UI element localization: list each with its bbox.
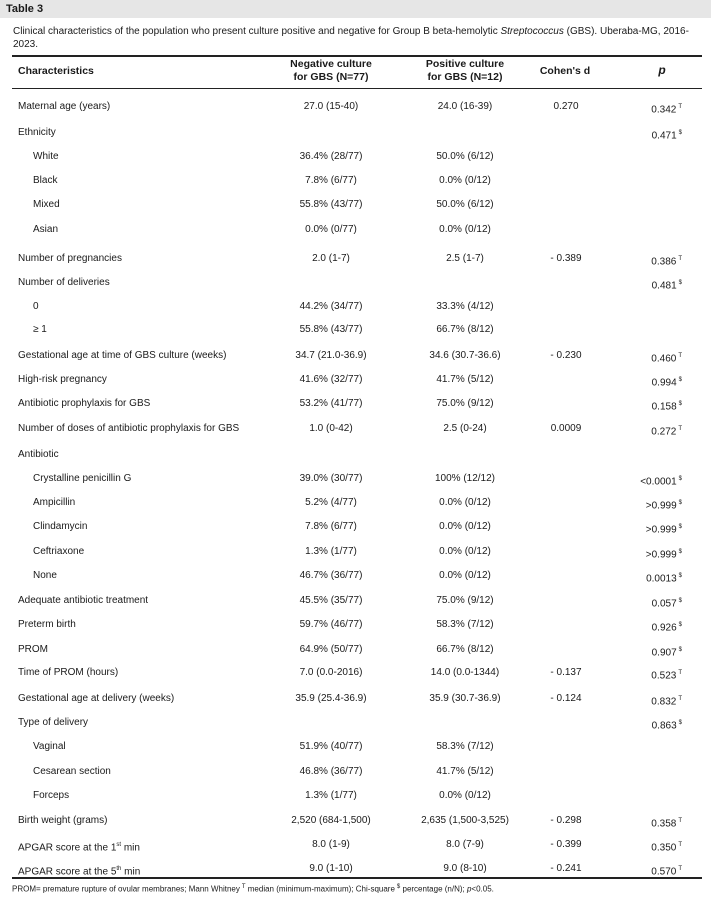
row-label-suffix: min [121, 842, 140, 854]
row-label-text: 0 [33, 301, 39, 312]
table-row [0, 545, 711, 559]
table-footnote [12, 881, 702, 896]
row-label [18, 100, 110, 114]
row-label-text: Antibiotic prophylaxis for GBS [18, 398, 151, 409]
cell-cohens-d: - 0.137 [550, 667, 582, 678]
footnote-mark-s: $ [396, 884, 401, 890]
cell-negative: 45.5% (35/77) [299, 595, 363, 606]
p-value-test-mark: T [678, 866, 682, 872]
row-label [33, 174, 57, 188]
table-row [0, 765, 711, 779]
row-label [33, 300, 39, 314]
cell-negative: 46.7% (36/77) [299, 570, 363, 581]
cell-p-value [622, 545, 682, 562]
cell-p-value [622, 838, 682, 855]
cell-positive: 34.6 (30.7-36.6) [429, 350, 501, 361]
p-value-test-mark: $ [678, 598, 682, 604]
cell-negative: 41.6% (32/77) [299, 374, 363, 385]
header-negative-line2: for GBS (N=77) [293, 71, 369, 83]
table-row [0, 643, 711, 657]
caption-text-end: (GBS). Uberaba-MG, 2016-2023. [13, 26, 689, 50]
p-value-text: 0.460 [651, 353, 677, 365]
cell-cohens-d: 0.0009 [550, 423, 582, 434]
p-value-text: 0.570 [651, 866, 677, 878]
cell-positive: 2.5 (1-7) [446, 253, 484, 264]
row-label [33, 789, 69, 803]
row-label [18, 373, 107, 387]
table-row [0, 862, 711, 876]
table-row [0, 814, 711, 828]
cell-p-value [622, 765, 682, 782]
cell-negative: 7.0 (0.0-2016) [299, 667, 363, 678]
cell-positive: 50.0% (6/12) [436, 151, 494, 162]
row-label-text: Vaginal [33, 741, 66, 752]
table-header-rule [12, 88, 702, 89]
cell-negative: 35.9 (25.4-36.9) [295, 693, 367, 704]
row-label-text: Forceps [33, 790, 70, 801]
row-label [33, 472, 131, 486]
table-row [0, 100, 711, 114]
row-label-text: APGAR score at the 1 [18, 842, 117, 854]
cell-positive: 14.0 (0.0-1344) [430, 667, 500, 678]
cell-negative: 64.9% (50/77) [299, 644, 363, 655]
cell-p-value [622, 789, 682, 806]
header-characteristics: Characteristics [18, 65, 94, 77]
cell-negative: 9.0 (1-10) [309, 863, 353, 874]
cell-p-value [622, 323, 682, 340]
row-label [18, 643, 48, 657]
row-label [18, 716, 88, 730]
row-label [18, 397, 150, 411]
table-row [0, 276, 711, 290]
cell-positive: 2.5 (0-24) [443, 423, 487, 434]
row-label [18, 692, 174, 706]
row-label [33, 150, 59, 164]
footnote-part2: median (minimum-maximum); Chi-square [245, 884, 395, 894]
cell-negative: 53.2% (41/77) [299, 398, 363, 409]
cell-p-value [622, 349, 682, 366]
cell-positive: 75.0% (9/12) [436, 595, 494, 606]
cell-p-value [622, 100, 682, 117]
row-label [33, 323, 47, 337]
row-label [18, 349, 226, 363]
row-label-text: APGAR score at the 5 [18, 866, 117, 878]
row-label-text: Gestational age at time of GBS culture (weeks) [18, 350, 227, 361]
row-label [18, 252, 122, 266]
row-label-text: High-risk pregnancy [18, 374, 107, 385]
cell-p-value [622, 618, 682, 635]
p-value-text: 0.994 [651, 377, 677, 389]
p-value-text: 0.471 [651, 130, 677, 142]
table-row [0, 740, 711, 754]
table-row [0, 300, 711, 314]
cell-positive: 0.0% (0/12) [439, 546, 491, 557]
p-value-test-mark: $ [678, 549, 682, 555]
cell-positive: 50.0% (6/12) [436, 199, 494, 210]
cell-positive: 66.7% (8/12) [436, 644, 494, 655]
cell-negative: 44.2% (34/77) [299, 301, 363, 312]
cell-positive: 0.0% (0/12) [439, 790, 491, 801]
p-value-test-mark: $ [678, 622, 682, 628]
row-label-text: Black [33, 175, 58, 186]
cell-p-value [622, 300, 682, 317]
cell-negative: 5.2% (4/77) [305, 497, 357, 508]
table-row [0, 150, 711, 164]
p-value-test-mark: T [678, 353, 682, 359]
cell-cohens-d: - 0.298 [550, 815, 582, 826]
row-label-text: Number of doses of antibiotic prophylaxis for GBS [18, 423, 240, 434]
cell-p-value [622, 740, 682, 757]
row-label-suffix: min [121, 866, 141, 878]
table-row [0, 789, 711, 803]
p-value-test-mark: T [678, 256, 682, 262]
p-value-test-mark: $ [678, 647, 682, 653]
cell-p-value [622, 716, 682, 733]
cell-p-value [622, 373, 682, 390]
table-row [0, 716, 711, 730]
p-value-test-mark: $ [678, 476, 682, 482]
p-value-test-mark: $ [678, 500, 682, 506]
cell-p-value [622, 276, 682, 293]
header-cohens-d: Cohen's d [539, 65, 591, 77]
row-label [18, 666, 118, 680]
cell-positive: 41.7% (5/12) [436, 766, 494, 777]
cell-p-value [622, 150, 682, 167]
cell-negative: 7.8% (6/77) [305, 175, 357, 186]
cell-negative: 55.8% (43/77) [299, 324, 363, 335]
cell-positive: 0.0% (0/12) [439, 175, 491, 186]
row-label-ordinal: st [116, 842, 122, 848]
cell-positive: 100% (12/12) [434, 473, 496, 484]
footnote-part3: percentage (n/N); [400, 884, 467, 894]
row-label-text: White [33, 151, 59, 162]
p-value-text: 0.0013 [646, 573, 677, 585]
p-value-text: 0.158 [651, 401, 677, 413]
cell-p-value [622, 223, 682, 240]
table-top-rule [12, 55, 702, 57]
header-negative-culture [255, 58, 407, 84]
p-value-test-mark: T [678, 818, 682, 824]
cell-positive: 58.3% (7/12) [436, 741, 494, 752]
cell-positive: 35.9 (30.7-36.9) [429, 693, 501, 704]
cell-cohens-d: - 0.389 [550, 253, 582, 264]
cell-cohens-d: - 0.124 [550, 693, 582, 704]
row-label [33, 569, 57, 583]
row-label-text: Ethnicity [18, 127, 56, 138]
row-label-text: Asian [33, 224, 59, 235]
row-label [18, 126, 56, 140]
cell-positive: 0.0% (0/12) [439, 570, 491, 581]
cell-p-value [622, 520, 682, 537]
table-row [0, 223, 711, 237]
table-bottom-rule [12, 877, 702, 879]
cell-negative: 39.0% (30/77) [299, 473, 363, 484]
p-value-text: >0.999 [645, 500, 677, 512]
row-label-text: Number of deliveries [18, 277, 110, 288]
table-row [0, 422, 711, 436]
row-label-text: Preterm birth [18, 619, 76, 630]
cell-p-value [622, 174, 682, 191]
table-label: Table 3 [0, 0, 711, 18]
row-label-text: Mixed [33, 199, 60, 210]
p-value-test-mark: $ [678, 377, 682, 383]
table-row [0, 174, 711, 188]
footnote-mark-t: T [241, 884, 246, 890]
cell-positive: 41.7% (5/12) [436, 374, 494, 385]
p-value-text: 0.386 [651, 256, 677, 268]
table-row [0, 520, 711, 534]
cell-p-value [622, 814, 682, 831]
p-value-test-mark: T [678, 842, 682, 848]
row-label [18, 594, 148, 608]
table-row [0, 594, 711, 608]
p-value-text: >0.999 [645, 549, 677, 561]
row-label [33, 545, 84, 559]
table-row [0, 838, 711, 852]
row-label-text: Ceftriaxone [33, 546, 85, 557]
p-value-test-mark: $ [678, 720, 682, 726]
row-label [33, 198, 60, 212]
cell-negative: 36.4% (28/77) [299, 151, 363, 162]
row-label [33, 520, 87, 534]
cell-positive: 0.0% (0/12) [439, 497, 491, 508]
row-label [33, 223, 58, 237]
cell-p-value [622, 569, 682, 586]
p-value-test-mark: $ [678, 573, 682, 579]
cell-positive: 8.0 (7-9) [446, 839, 484, 850]
p-value-test-mark: $ [678, 130, 682, 136]
table-row [0, 692, 711, 706]
cell-p-value [622, 594, 682, 611]
row-label [18, 276, 110, 290]
cell-cohens-d: - 0.399 [550, 839, 582, 850]
row-label [18, 814, 107, 828]
caption-italic-genus: Streptococcus [500, 26, 564, 37]
table-row [0, 472, 711, 486]
header-positive-line1: Positive culture [425, 58, 505, 70]
footnote-p-italic: p [466, 884, 472, 894]
cell-positive: 66.7% (8/12) [436, 324, 494, 335]
footnote-part1: PROM= premature rupture of ovular membranes; Mann Whitney [12, 884, 240, 894]
row-label [33, 740, 66, 754]
p-value-text: 0.907 [651, 647, 677, 659]
row-label-text: Maternal age (years) [18, 101, 111, 112]
cell-cohens-d: - 0.230 [550, 350, 582, 361]
cell-p-value [622, 472, 682, 489]
row-label [18, 838, 140, 855]
p-value-text: 0.481 [651, 280, 677, 292]
cell-negative: 0.0% (0/77) [305, 224, 357, 235]
table-row [0, 496, 711, 510]
row-label-text: Time of PROM (hours) [18, 667, 119, 678]
table-row [0, 323, 711, 337]
header-negative-line1: Negative culture [290, 58, 372, 70]
cell-cohens-d: - 0.241 [550, 863, 582, 874]
row-label-text: Antibiotic [18, 449, 59, 460]
cell-p-value [622, 643, 682, 660]
cell-negative: 1.3% (1/77) [305, 546, 357, 557]
table-row [0, 397, 711, 411]
row-label [18, 618, 76, 632]
cell-negative: 34.7 (21.0-36.9) [295, 350, 367, 361]
row-label-text: Number of pregnancies [18, 253, 122, 264]
row-label-text: ≥ 1 [33, 324, 47, 335]
p-value-test-mark: T [678, 426, 682, 432]
cell-positive: 24.0 (16-39) [437, 101, 493, 112]
cell-cohens-d: 0.270 [553, 101, 579, 112]
cell-positive: 0.0% (0/12) [439, 224, 491, 235]
table-row [0, 666, 711, 680]
table-row [0, 618, 711, 632]
cell-negative: 8.0 (1-9) [312, 839, 350, 850]
cell-negative: 1.3% (1/77) [305, 790, 357, 801]
cell-negative: 2.0 (1-7) [312, 253, 350, 264]
cell-positive: 58.3% (7/12) [436, 619, 494, 630]
cell-negative: 51.9% (40/77) [299, 741, 363, 752]
cell-negative: 55.8% (43/77) [299, 199, 363, 210]
cell-positive: 33.3% (4/12) [436, 301, 494, 312]
cell-negative: 46.8% (36/77) [299, 766, 363, 777]
cell-negative: 27.0 (15-40) [303, 101, 359, 112]
header-p-value: p [658, 63, 666, 77]
row-label-ordinal: th [116, 866, 122, 872]
p-value-test-mark: T [678, 104, 682, 110]
cell-p-value [622, 397, 682, 414]
table-row [0, 448, 711, 462]
p-value-test-mark: T [678, 696, 682, 702]
row-label-text: Cesarean section [33, 766, 111, 777]
p-value-test-mark: $ [678, 524, 682, 530]
cell-negative: 59.7% (46/77) [299, 619, 363, 630]
p-value-text: <0.0001 [640, 476, 677, 488]
p-value-text: 0.350 [651, 842, 677, 854]
cell-p-value [622, 198, 682, 215]
row-label-text: Type of delivery [18, 717, 89, 728]
p-value-test-mark: $ [678, 401, 682, 407]
cell-p-value [622, 496, 682, 513]
p-value-text: 0.342 [651, 104, 677, 116]
table-row [0, 349, 711, 363]
table-row [0, 198, 711, 212]
row-label-text: None [33, 570, 57, 581]
cell-positive: 0.0% (0/12) [439, 521, 491, 532]
cell-positive: 75.0% (9/12) [436, 398, 494, 409]
row-label [18, 448, 59, 462]
cell-p-value [622, 692, 682, 709]
table-row [0, 373, 711, 387]
p-value-text: 0.523 [651, 670, 677, 682]
p-value-text: 0.358 [651, 818, 677, 830]
row-label-text: Adequate antibiotic treatment [18, 595, 149, 606]
table-row [0, 252, 711, 266]
caption-text-start: Clinical characteristics of the population who present culture positive and negative for Group B beta-hemolytic [13, 26, 501, 37]
row-label-text: Birth weight (grams) [18, 815, 108, 826]
row-label-text: Gestational age at delivery (weeks) [18, 693, 175, 704]
header-positive-line2: for GBS (N=12) [427, 71, 503, 83]
row-label [33, 765, 111, 779]
p-value-text: 0.272 [651, 426, 677, 438]
row-label-text: Crystalline penicillin G [33, 473, 132, 484]
row-label-text: Clindamycin [33, 521, 88, 532]
row-label-text: PROM [18, 644, 48, 655]
cell-negative: 7.8% (6/77) [305, 521, 357, 532]
cell-negative: 2,520 (684-1,500) [291, 815, 371, 826]
table-row [0, 569, 711, 583]
table-row [0, 126, 711, 140]
cell-p-value [622, 448, 682, 465]
footnote-part4: <0.05. [471, 884, 494, 894]
p-value-text: 0.832 [651, 696, 677, 708]
row-label-text: Ampicillin [33, 497, 76, 508]
cell-positive: 9.0 (8-10) [443, 863, 487, 874]
p-value-text: 0.926 [651, 622, 677, 634]
cell-p-value [622, 126, 682, 143]
p-value-text: 0.863 [651, 720, 677, 732]
cell-negative: 1.0 (0-42) [309, 423, 353, 434]
cell-p-value [622, 252, 682, 269]
table-caption [13, 25, 703, 51]
cell-p-value [622, 422, 682, 439]
cell-positive: 2,635 (1,500-3,525) [421, 815, 509, 826]
cell-p-value [622, 666, 682, 683]
row-label [33, 496, 75, 510]
p-value-text: >0.999 [645, 524, 677, 536]
p-value-test-mark: T [678, 670, 682, 676]
row-label [18, 422, 239, 436]
p-value-text: 0.057 [651, 598, 677, 610]
p-value-test-mark: $ [678, 280, 682, 286]
